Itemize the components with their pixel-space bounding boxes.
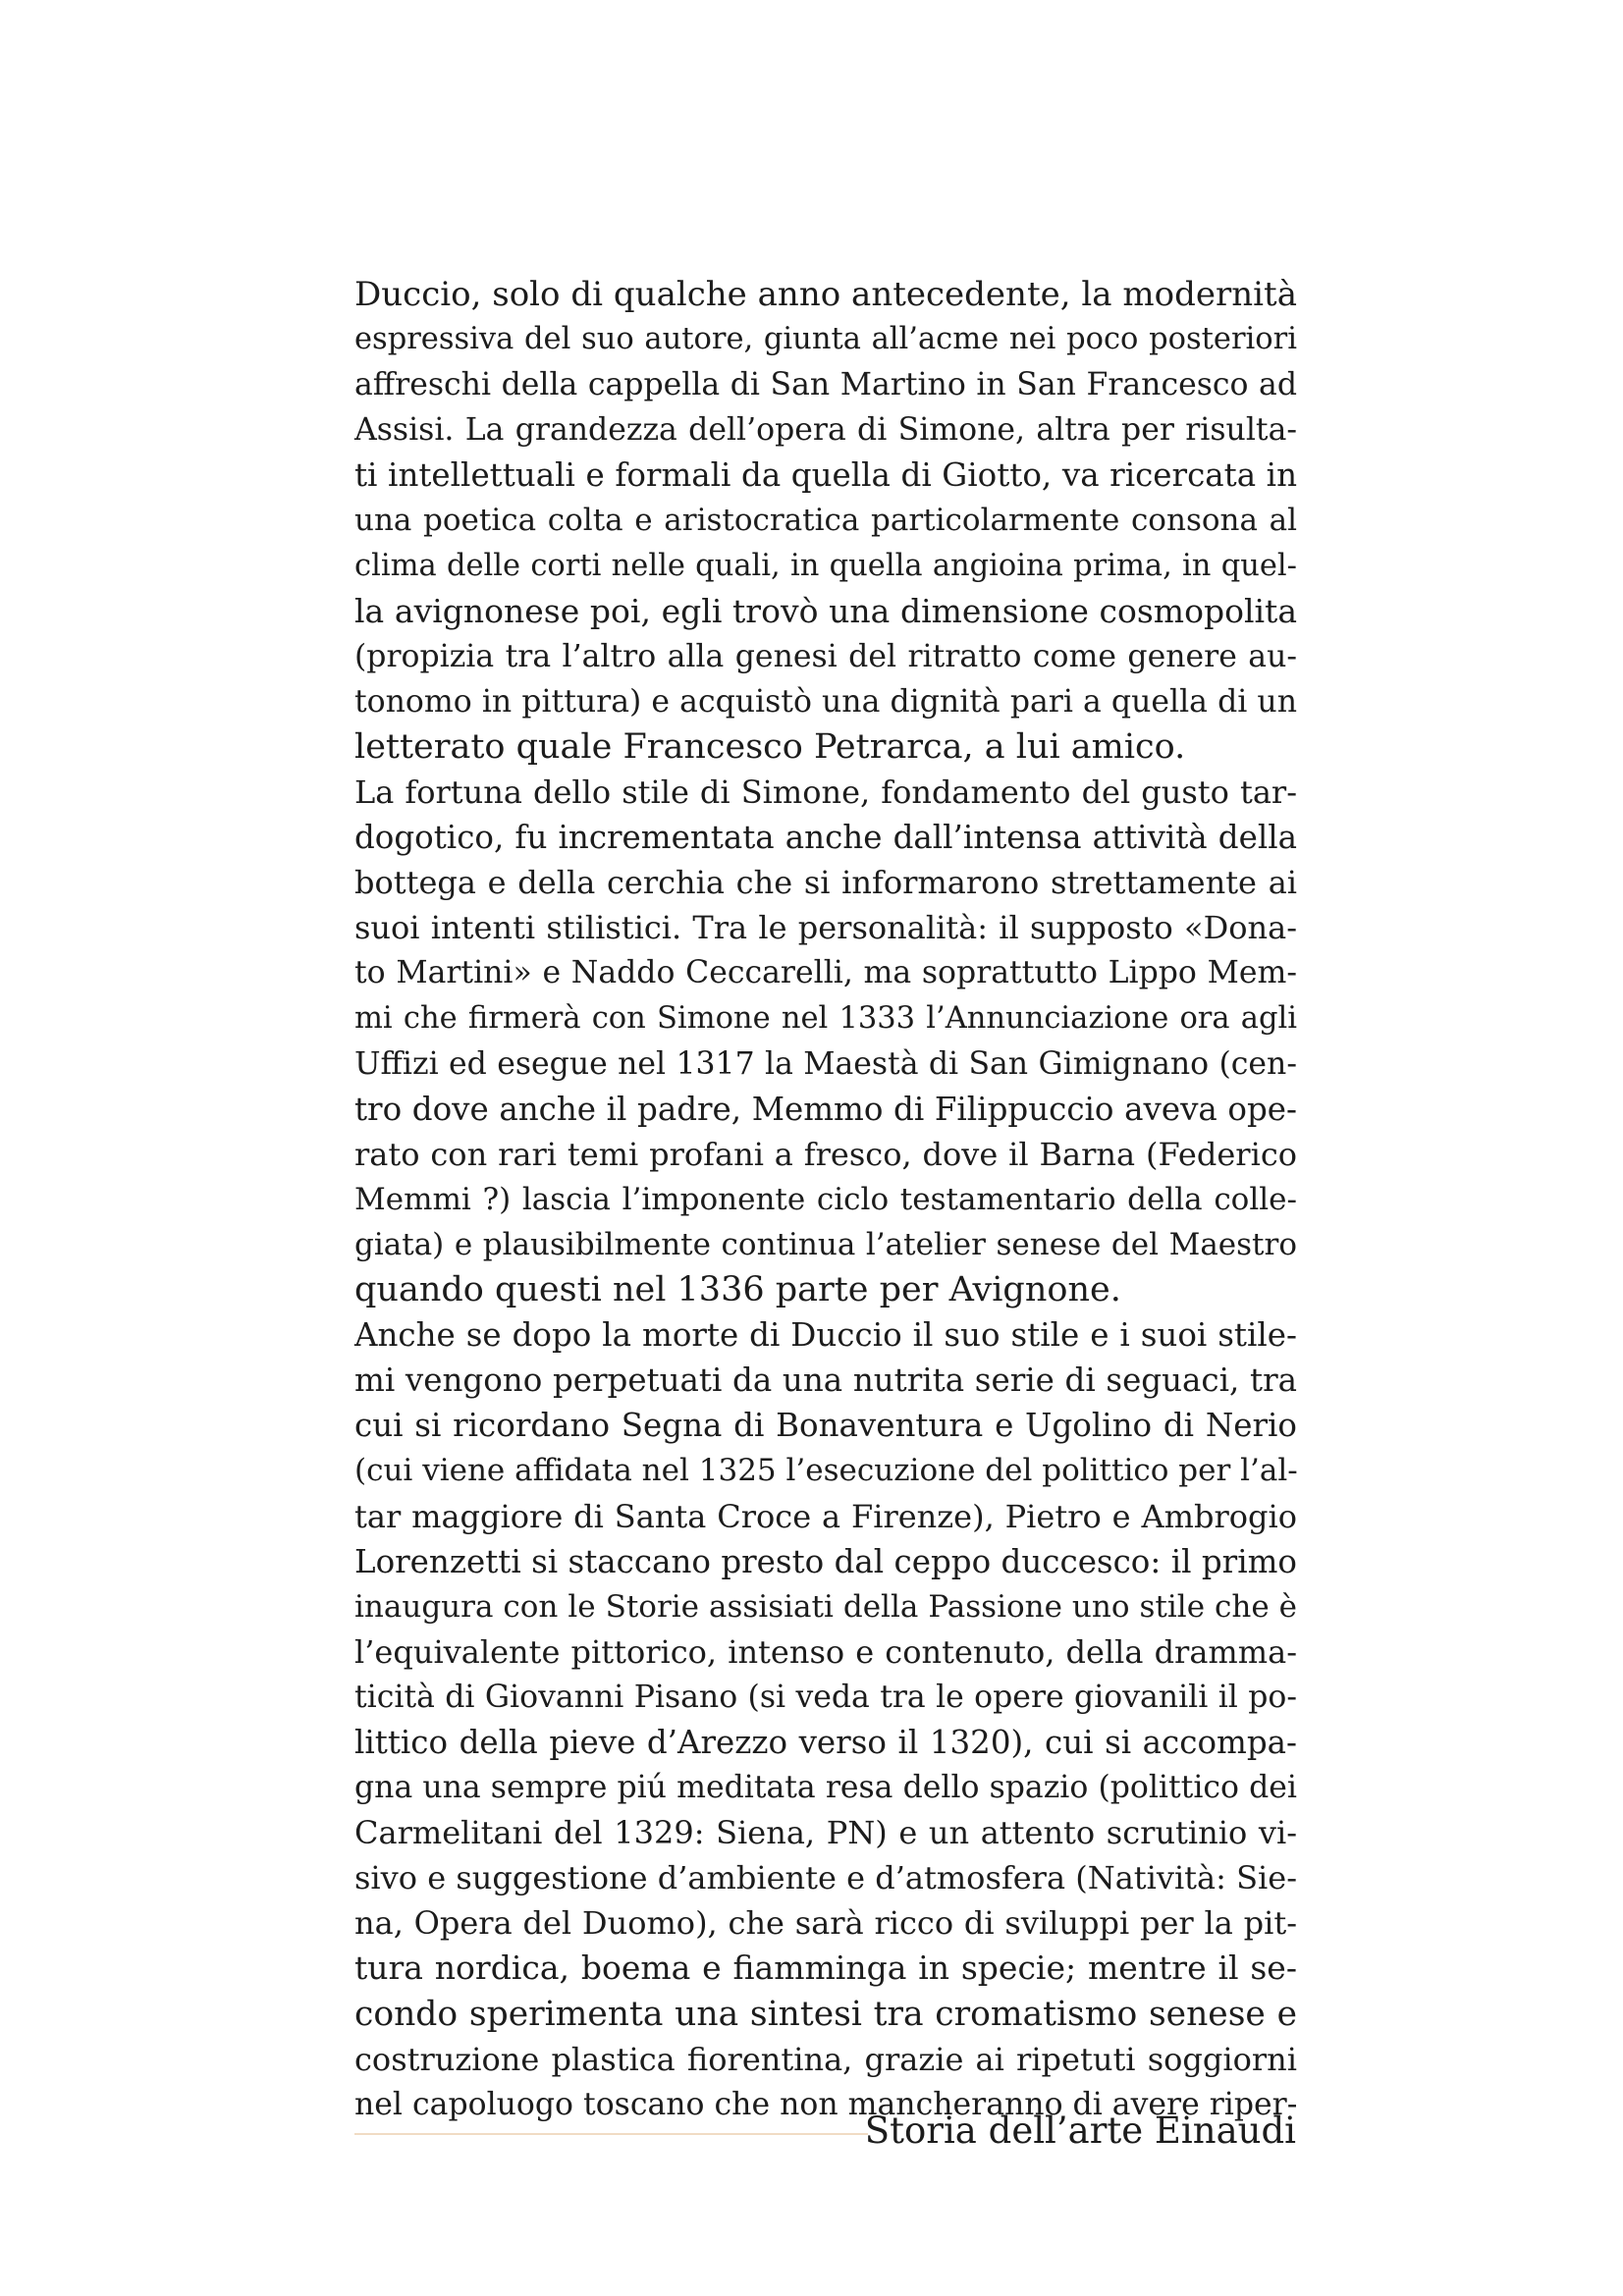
text-line: Uffizi ed esegue nel 1317 la Maestà di San Gimignano (cen- [354, 1045, 1297, 1082]
text-line: tonomo in pittura) e acquistò una dignità pari a quella di un [354, 683, 1297, 720]
text-line: littico della pieve d’Arezzo verso il 1320), cui si accompa- [354, 1724, 1297, 1761]
text-line: ti intellettuali e formali da quella di Giotto, va ricercata in [354, 456, 1297, 495]
footer-title: Storia dell’arte Einaudi [864, 2109, 1296, 2152]
text-line: bottega e della cerchia che si informarono strettamente ai [354, 864, 1297, 902]
text-line: tar maggiore di Santa Croce a Firenze), Pietro e Ambrogio [354, 1497, 1297, 1535]
text-line: clima delle corti nelle quali, in quella angioina prima, in quel- [354, 548, 1297, 583]
text-line: (cui viene affidata nel 1325 l’esecuzione del polittico per l’al- [354, 1453, 1298, 1489]
text-line: la avignonese poi, egli trovò una dimensione cosmopolita [354, 591, 1297, 630]
text-line: gna una sempre piú meditata resa dello spazio (polittico dei [354, 1770, 1297, 1806]
text-line: cui si ricordano Segna di Bonaventura e Ugolino di Nerio [354, 1407, 1297, 1445]
text-line: inaugura con le Storie assisiati della Passione uno stile che è [354, 1588, 1297, 1625]
text-line: mi vengono perpetuati da una nutrita serie di seguaci, tra [354, 1362, 1297, 1400]
text-line: nel capoluogo toscano che non mancheranno di avere riper- [354, 2086, 1298, 2122]
text-line: rato con rari temi profani a fresco, dove il Barna (Federico [354, 1135, 1297, 1173]
text-line: l’equivalente pittorico, intenso e contenuto, della dramma- [354, 1632, 1297, 1671]
text-line: espressiva del suo autore, giunta all’acme nei poco posteriori [354, 322, 1297, 357]
text-line: dogotico, fu incrementata anche dall’intensa attività della [354, 819, 1297, 857]
text-line: Assisi. La grandezza dell’opera di Simone, altra per risulta- [354, 412, 1297, 449]
text-line: ticità di Giovanni Pisano (si veda tra le opere giovanili il po- [354, 1679, 1297, 1715]
text-line: (propizia tra l’altro alla genesi del ritratto come genere au- [354, 638, 1297, 674]
text-line: mi che firmerà con Simone nel 1333 l’Annunciazione ora agli [354, 1000, 1297, 1036]
text-line: tro dove anche il padre, Memmo di Filippuccio aveva ope- [354, 1090, 1297, 1128]
text-line: letterato quale Francesco Petrarca, a lui amico. [354, 726, 1186, 767]
text-line: na, Opera del Duomo), che sarà ricco di sviluppi per la pit- [354, 1904, 1297, 1943]
body-text [354, 272, 1297, 2127]
text-line: condo sperimenta una sintesi tra cromatismo senese e [354, 1994, 1297, 2034]
text-line: sivo e suggestione d’ambiente e d’atmosfera (Natività: Sie- [354, 1859, 1297, 1897]
text-line: quando questi nel 1336 parte per Avignone. [354, 1270, 1121, 1310]
footer-rule [354, 2133, 868, 2135]
text-line: affreschi della cappella di San Martino in San Francesco ad [354, 367, 1297, 403]
text-line: Memmi ?) lascia l’imponente ciclo testamentario della colle- [354, 1181, 1297, 1217]
text-line: una poetica colta e aristocratica particolarmente consona al [354, 503, 1297, 539]
text-line: to Martini» e Naddo Ceccarelli, ma soprattutto Lippo Mem- [354, 955, 1297, 991]
text-line: La fortuna dello stile di Simone, fondamento del gusto tar- [354, 774, 1297, 812]
text-line: Duccio, solo di qualche anno antecedente, la modernità [354, 275, 1297, 314]
text-line: giata) e plausibilmente continua l’atelier senese del Maestro [354, 1226, 1297, 1262]
text-line: Lorenzetti si staccano presto dal ceppo duccesco: il primo [354, 1542, 1297, 1580]
text-line: tura nordica, boema e fiamminga in specie; mentre il se- [354, 1949, 1297, 1988]
text-line: costruzione plastica fiorentina, grazie ai ripetuti soggiorni [354, 2040, 1297, 2078]
text-line: Carmelitani del 1329: Siena, PN) e un attento scrutinio vi- [354, 1814, 1297, 1852]
text-line: Anche se dopo la morte di Duccio il suo stile e i suoi stile- [354, 1316, 1297, 1355]
text-line: suoi intenti stilistici. Tra le personalità: il supposto «Dona- [354, 909, 1297, 947]
